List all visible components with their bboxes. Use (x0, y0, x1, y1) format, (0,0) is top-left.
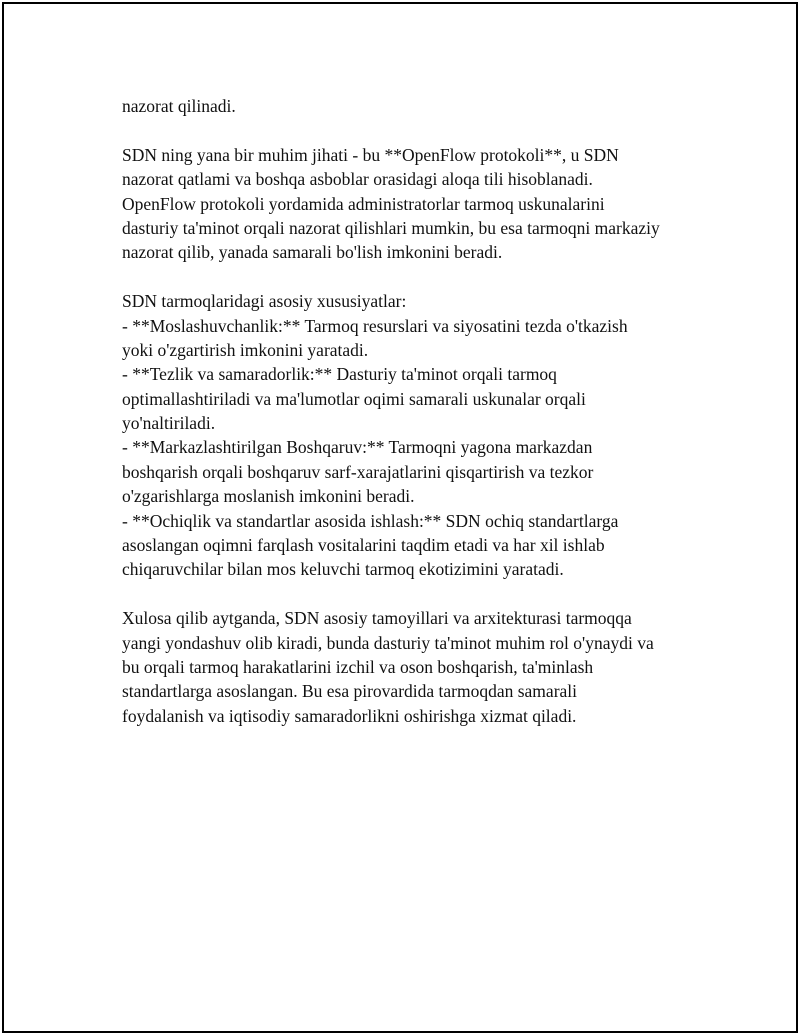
text-line: - **Moslashuvchanlik:** Tarmoq resurslari va siyosatini tezda o'tkazish (122, 315, 628, 336)
text-line: SDN ning yana bir muhim jihati - bu **OpenFlow protokoli**, u SDN (122, 144, 619, 165)
text-line: standartlarga asoslangan. Bu esa pirovardida tarmoqdan samarali (122, 681, 578, 702)
document-body (122, 94, 722, 728)
text-line: - **Ochiqlik va standartlar asosida ishlash:** SDN ochiq standartlarga (122, 510, 619, 531)
paragraph-gap (122, 265, 722, 289)
document-page (2, 2, 798, 1033)
text-line: yangi yondashuv olib kiradi, bunda dasturiy ta'minot muhim rol o'ynaydi va (122, 632, 654, 653)
text-line: - **Tezlik va samaradorlik:** Dasturiy ta'minot orqali tarmoq (122, 364, 557, 385)
text-line: nazorat qilib, yanada samarali bo'lish imkonini beradi. (122, 242, 503, 263)
text-line: nazorat qatlami va boshqa asboblar orasidagi aloqa tili hisoblanadi. (122, 169, 593, 190)
text-line: SDN tarmoqlaridagi asosiy xususiyatlar: (122, 291, 407, 312)
paragraph-conclusion (122, 606, 722, 728)
paragraph-gap (122, 582, 722, 606)
paragraph-continuation (122, 94, 722, 118)
text-line: optimallashtiriladi va ma'lumotlar oqimi samarali uskunalar orqali (122, 388, 586, 409)
paragraph-openflow (122, 143, 722, 265)
text-line: chiqaruvchilar bilan mos keluvchi tarmoq ekotizimini yaratadi. (122, 559, 564, 580)
text-line: boshqarish orqali boshqaruv sarf-xarajatlarini qisqartirish va tezkor (122, 461, 594, 482)
text-line: asoslangan oqimni farqlash vositalarini taqdim etadi va har xil ishlab (122, 535, 605, 556)
text-line: nazorat qilinadi. (122, 96, 236, 116)
text-line: OpenFlow protokoli yordamida administratorlar tarmoq uskunalarini (122, 193, 605, 214)
text-line: bu orqali tarmoq harakatlarini izchil va oson boshqarish, ta'minlash (122, 656, 594, 677)
text-line: yo'naltiriladi. (122, 413, 216, 434)
text-line: foydalanish va iqtisodiy samaradorlikni oshirishga xizmat qiladi. (122, 705, 577, 726)
text-line: o'zgarishlarga moslanish imkonini beradi. (122, 486, 415, 507)
text-line: Xulosa qilib aytganda, SDN asosiy tamoyillari va arxitekturasi tarmoqqa (122, 608, 632, 629)
text-line: dasturiy ta'minot orqali nazorat qilishlari mumkin, bu esa tarmoqni markaziy (122, 217, 660, 238)
text-line: - **Markazlashtirilgan Boshqaruv:** Tarmoqni yagona markazdan (122, 437, 593, 458)
paragraph-gap (122, 118, 722, 142)
paragraph-features-list (122, 289, 722, 582)
text-line: yoki o'zgartirish imkonini yaratadi. (122, 339, 369, 360)
